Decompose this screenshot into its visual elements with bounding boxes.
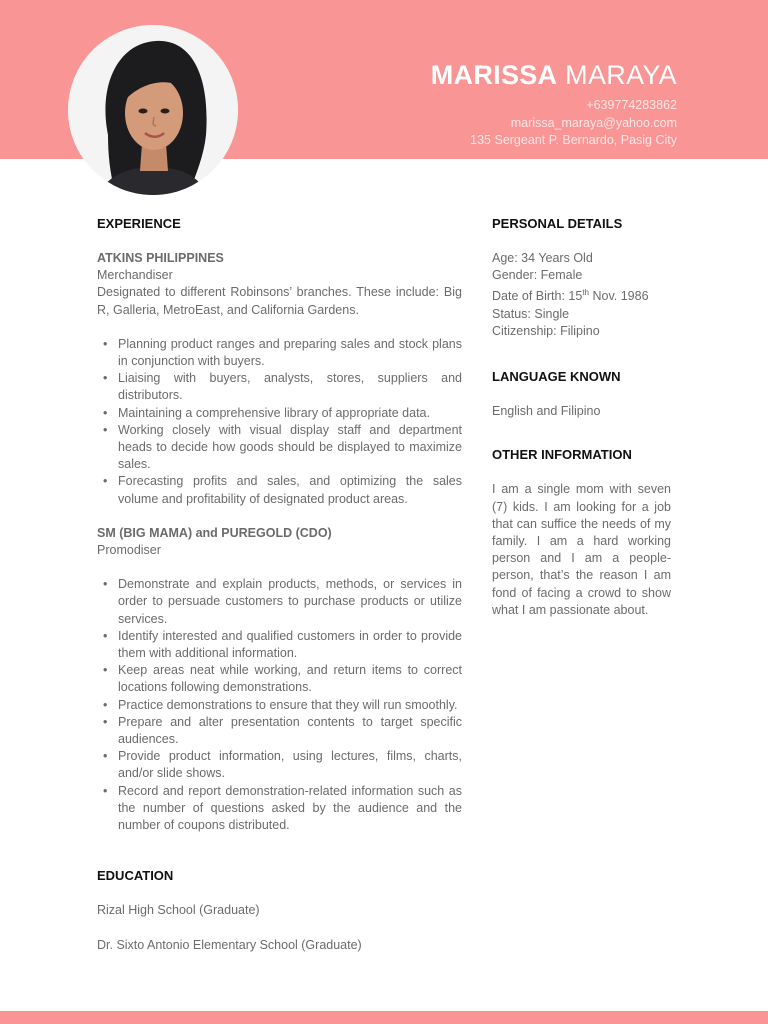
gender-detail: Gender: Female: [492, 268, 583, 283]
job-company: ATKINS PHILIPPINES: [97, 251, 224, 265]
footer-band: [0, 1011, 768, 1024]
education-item: Rizal High School (Graduate): [97, 903, 260, 918]
contact-details: [470, 97, 677, 150]
candidate-name: [431, 60, 677, 91]
age-detail: Age: 34 Years Old: [492, 251, 593, 265]
birth-date-rest: Nov. 1986: [589, 289, 649, 304]
other-info-heading: OTHER INFORMATION: [492, 447, 632, 463]
birth-date-ordinal: th: [582, 288, 589, 298]
job-duties-list: [97, 336, 462, 508]
citizenship-detail: Citizenship: Filipino: [492, 323, 600, 338]
avatar: [68, 25, 238, 195]
list-item: • Record and report demonstration-related information such as the number of questions asked by the audience and the number of coupons distributed.: [97, 783, 462, 835]
education-heading: EDUCATION: [97, 868, 174, 884]
language-heading: LANGUAGE KNOWN: [492, 369, 621, 385]
birth-date-day: Date of Birth: 15: [492, 289, 583, 304]
left-column: [97, 215, 462, 954]
job-description: Designated to different Robinsons’ branches. These include: Big R, Galleria, MetroEast, and California Gardens.: [97, 285, 462, 317]
job-duties-list: [97, 576, 462, 834]
list-item: • Forecasting profits and sales, and optimizing the sales volume and profitability of designated product areas.: [97, 473, 462, 507]
birth-date-detail: [492, 284, 671, 305]
list-item: • Liaising with buyers, analysts, stores, suppliers and distributors.: [97, 370, 462, 404]
list-item: • Planning product ranges and preparing sales and stock plans in conjunction with buyers.: [97, 336, 462, 370]
job-role: Promodiser: [97, 543, 161, 558]
list-item: • Provide product information, using lectures, films, charts, and/or slide shows.: [97, 748, 462, 782]
status-detail: Status: Single: [492, 306, 570, 321]
list-item: • Maintaining a comprehensive library of appropriate data.: [97, 405, 462, 422]
job-role: Merchandiser: [97, 268, 173, 283]
list-item: • Working closely with visual display staff and department heads to decide how goods should be displayed to maximize sales.: [97, 422, 462, 474]
list-item: • Practice demonstrations to ensure that they will run smoothly.: [97, 697, 462, 714]
right-column: [492, 215, 671, 619]
phone-number: +639774283862: [586, 98, 677, 112]
other-info-text: I am a single mom with seven (7) kids. I am looking for a job that can suffice the needs of my family. I am a hard working person and I am a people-person, that’s the reason I am fond of facing a crowd to show what I am passionate about.: [492, 482, 671, 617]
list-item: • Keep areas neat while working, and return items to correct locations following demonstrations.: [97, 662, 462, 696]
email-address: marissa_maraya@yahoo.com: [510, 115, 677, 130]
list-item: • Prepare and alter presentation contents to target specific audiences.: [97, 714, 462, 748]
list-item: • Demonstrate and explain products, methods, or services in order to persuade customers to purchase products or utilize services.: [97, 576, 462, 628]
home-address: 135 Sergeant P. Bernardo, Pasig City: [470, 133, 677, 147]
last-name: MARAYA: [565, 60, 677, 90]
job-company: SM (BIG MAMA) and PUREGOLD (CDO): [97, 525, 332, 540]
list-item: • Identify interested and qualified customers in order to provide them with additional information.: [97, 628, 462, 662]
profile-photo: [68, 25, 238, 195]
first-name: MARISSA: [430, 60, 558, 90]
language-value: English and Filipino: [492, 404, 601, 419]
experience-heading: EXPERIENCE: [97, 216, 181, 231]
education-item: Dr. Sixto Antonio Elementary School (Graduate): [97, 937, 362, 952]
personal-details-heading: PERSONAL DETAILS: [492, 216, 623, 231]
